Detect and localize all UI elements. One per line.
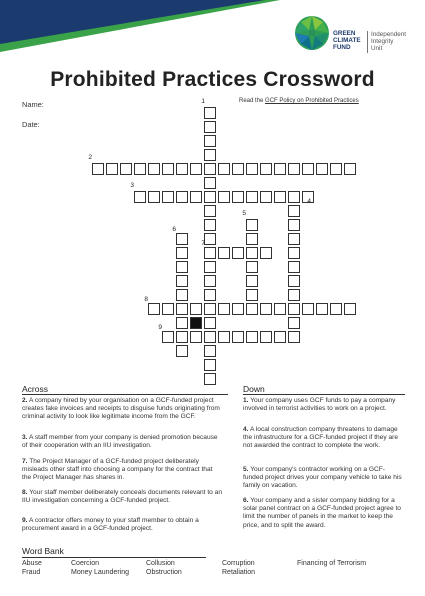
crossword-cell[interactable] bbox=[204, 303, 216, 315]
crossword-cell[interactable] bbox=[204, 191, 216, 203]
crossword-cell[interactable] bbox=[288, 233, 300, 245]
word-bank-rule bbox=[22, 557, 206, 558]
crossword-cell[interactable] bbox=[260, 247, 272, 259]
word-bank-item: Corruption bbox=[222, 560, 255, 567]
across-clue-7: 7. The Project Manager of a GCF-funded project deliberately misleads other staff into choosing a company for the contract that the Project Manager has shares in. bbox=[22, 458, 213, 482]
clue-number-2: 2 bbox=[88, 154, 92, 161]
logo-org-line1: GREEN bbox=[333, 30, 356, 37]
crossword-cell[interactable] bbox=[204, 219, 216, 231]
crossword-cell[interactable] bbox=[246, 163, 258, 175]
word-bank-item: Fraud bbox=[22, 569, 41, 576]
read-policy-text bbox=[239, 98, 359, 104]
across-rule bbox=[22, 394, 228, 395]
clue-number-3: 3 bbox=[130, 182, 134, 189]
crossword-cell[interactable] bbox=[204, 107, 216, 119]
crossword-cell[interactable] bbox=[218, 191, 230, 203]
clue-number-9: 9 bbox=[158, 324, 162, 331]
logo-divider bbox=[367, 31, 368, 53]
crossword-cell[interactable] bbox=[288, 261, 300, 273]
crossword-cell[interactable] bbox=[162, 303, 174, 315]
crossword-cell[interactable] bbox=[246, 261, 258, 273]
crossword-cell[interactable] bbox=[260, 331, 272, 343]
crossword-cell[interactable] bbox=[288, 317, 300, 329]
crossword-cell[interactable] bbox=[162, 331, 174, 343]
crossword-cell[interactable] bbox=[288, 289, 300, 301]
crossword-cell[interactable] bbox=[176, 303, 188, 315]
logo-unit-line2: Integrity bbox=[371, 38, 394, 45]
crossword-cell[interactable] bbox=[232, 331, 244, 343]
crossword-cell[interactable] bbox=[218, 163, 230, 175]
crossword-cell[interactable] bbox=[162, 191, 174, 203]
word-bank-item: Retaliation bbox=[222, 569, 256, 576]
crossword-cell[interactable] bbox=[204, 261, 216, 273]
crossword-cell[interactable] bbox=[302, 303, 314, 315]
across-clue-9: 9. A contractor offers money to your staff member to obtain a procurement award in a GCF-funded project. bbox=[22, 517, 199, 533]
down-rule bbox=[243, 394, 405, 395]
crossword-cell[interactable] bbox=[288, 219, 300, 231]
crossword-cell[interactable] bbox=[288, 303, 300, 315]
logo-org-line2: CLIMATE bbox=[333, 37, 361, 44]
logo-unit-line1: Independent bbox=[371, 31, 407, 38]
word-bank-item: Collusion bbox=[146, 560, 175, 567]
crossword-cell[interactable] bbox=[344, 303, 356, 315]
clue-number-7: 7 bbox=[201, 240, 205, 247]
crossword-cell[interactable] bbox=[274, 191, 286, 203]
crossword-cell[interactable] bbox=[176, 261, 188, 273]
crossword-cell[interactable] bbox=[204, 289, 216, 301]
crossword-cell[interactable] bbox=[92, 163, 104, 175]
crossword-cell[interactable] bbox=[204, 149, 216, 161]
crossword-cell[interactable] bbox=[204, 373, 216, 385]
down-clue-1: 1. Your company uses GCF funds to pay a company involved in terrorist activities to work on a project. bbox=[243, 397, 396, 413]
crossword-cell[interactable] bbox=[260, 303, 272, 315]
crossword-cell[interactable] bbox=[204, 233, 216, 245]
crossword-cell[interactable] bbox=[204, 317, 216, 329]
crossword-cell[interactable] bbox=[204, 275, 216, 287]
word-bank-item: Money Laundering bbox=[71, 569, 129, 576]
crossword-cell[interactable] bbox=[232, 247, 244, 259]
crossword-cell[interactable] bbox=[176, 247, 188, 259]
clue-number-1: 1 bbox=[201, 98, 205, 105]
crossword-cell[interactable] bbox=[302, 163, 314, 175]
crossword-cell[interactable] bbox=[288, 163, 300, 175]
crossword-cell[interactable] bbox=[176, 233, 188, 245]
crossword-cell[interactable] bbox=[176, 275, 188, 287]
crossword-cell[interactable] bbox=[134, 163, 146, 175]
crossword-cell[interactable] bbox=[162, 163, 174, 175]
crossword-cell[interactable] bbox=[190, 163, 202, 175]
crossword-cell[interactable] bbox=[148, 191, 160, 203]
crossword-cell[interactable] bbox=[316, 303, 328, 315]
crossword-cell[interactable] bbox=[260, 191, 272, 203]
across-heading: Across bbox=[22, 384, 48, 394]
crossword-cell[interactable] bbox=[288, 247, 300, 259]
crossword-cell[interactable] bbox=[246, 219, 258, 231]
crossword-cell[interactable] bbox=[204, 359, 216, 371]
crossword-cell[interactable] bbox=[218, 331, 230, 343]
crossword-cell[interactable] bbox=[176, 317, 188, 329]
date-label: Date: bbox=[22, 120, 40, 129]
word-bank-item: Abuse bbox=[22, 560, 42, 567]
crossword-cell[interactable] bbox=[120, 163, 132, 175]
read-policy-prefix: Read the bbox=[239, 98, 264, 104]
policy-link[interactable]: GCF Policy on Prohibited Practices bbox=[265, 98, 359, 104]
crossword-cell[interactable] bbox=[218, 247, 230, 259]
crossword-cell[interactable] bbox=[316, 163, 328, 175]
crossword-cell[interactable] bbox=[176, 289, 188, 301]
crossword-cell[interactable] bbox=[288, 205, 300, 217]
crossword-cell[interactable] bbox=[176, 163, 188, 175]
crossword-cell[interactable] bbox=[204, 247, 216, 259]
crossword-cell[interactable] bbox=[190, 191, 202, 203]
crossword-cell[interactable] bbox=[176, 331, 188, 343]
crossword-cell[interactable] bbox=[232, 163, 244, 175]
crossword-cell[interactable] bbox=[204, 177, 216, 189]
crossword-cell[interactable] bbox=[134, 191, 146, 203]
across-clue-3: 3. A staff member from your company is denied promotion because of their cooperation with an IIU investigation. bbox=[22, 434, 218, 450]
crossword-block-cell bbox=[190, 317, 202, 329]
crossword-cell[interactable] bbox=[232, 191, 244, 203]
crossword-cell[interactable] bbox=[190, 331, 202, 343]
crossword-cell[interactable] bbox=[246, 191, 258, 203]
page-title: Prohibited Practices Crossword bbox=[50, 68, 375, 91]
down-clue-6: 6. Your company and a sister company bidding for a solar panel contract on a GCF-funded project agree to limit the number of panels in the market to keep the price, and to split the award. bbox=[243, 497, 401, 529]
word-bank-heading: Word Bank bbox=[22, 546, 64, 556]
crossword-cell[interactable] bbox=[204, 331, 216, 343]
crossword-cell[interactable] bbox=[246, 289, 258, 301]
crossword-cell[interactable] bbox=[246, 303, 258, 315]
crossword-cell[interactable] bbox=[246, 275, 258, 287]
globe-icon bbox=[293, 14, 331, 52]
crossword-cell[interactable] bbox=[274, 163, 286, 175]
crossword-cell[interactable] bbox=[246, 233, 258, 245]
crossword-cell[interactable] bbox=[204, 121, 216, 133]
down-clue-4: 4. A local construction company threatens to damage the infrastructure for a GCF-funded project if they are not awarded the contract to complete the work. bbox=[243, 426, 399, 450]
crossword-cell[interactable] bbox=[148, 163, 160, 175]
down-heading: Down bbox=[243, 384, 265, 394]
clue-number-4: 4 bbox=[307, 198, 311, 205]
crossword-cell[interactable] bbox=[288, 331, 300, 343]
crossword-cell[interactable] bbox=[344, 163, 356, 175]
across-clue-8: 8. Your staff member deliberately conceals documents relevant to an IIU investigation concerning a GCF-funded project. bbox=[22, 489, 223, 505]
crossword-cell[interactable] bbox=[330, 303, 342, 315]
clue-number-5: 5 bbox=[242, 210, 246, 217]
logo-org-line3: FUND bbox=[333, 44, 351, 51]
crossword-cell[interactable] bbox=[274, 331, 286, 343]
crossword-cell[interactable] bbox=[330, 163, 342, 175]
word-bank-item: Obstruction bbox=[146, 569, 182, 576]
crossword-cell[interactable] bbox=[274, 303, 286, 315]
crossword-cell[interactable] bbox=[190, 303, 202, 315]
crossword-cell[interactable] bbox=[204, 205, 216, 217]
word-bank-item: Financing of Terrorism bbox=[297, 560, 367, 567]
crossword-cell[interactable] bbox=[204, 135, 216, 147]
down-clue-5: 5. Your company's contractor working on a GCF-funded project drives your company vehicle to take his family on vacation. bbox=[243, 466, 402, 490]
crossword-cell[interactable] bbox=[218, 303, 230, 315]
clue-number-6: 6 bbox=[172, 226, 176, 233]
logo-unit-line3: Unit bbox=[371, 45, 383, 52]
crossword-cell[interactable] bbox=[288, 275, 300, 287]
crossword-cell[interactable] bbox=[246, 331, 258, 343]
crossword-cell[interactable] bbox=[106, 163, 118, 175]
crossword-cell[interactable] bbox=[176, 191, 188, 203]
crossword-cell[interactable] bbox=[204, 345, 216, 357]
crossword-cell[interactable] bbox=[204, 163, 216, 175]
crossword-cell[interactable] bbox=[148, 303, 160, 315]
gcf-logo bbox=[293, 14, 423, 62]
across-clue-2: 2. A company hired by your organisation on a GCF-funded project creates fake invoices and receipts to disguise funds originating from criminal activity to look like legitimate income from the GCF. bbox=[22, 397, 220, 421]
clue-number-8: 8 bbox=[144, 296, 148, 303]
crossword-cell[interactable] bbox=[246, 247, 258, 259]
crossword-cell[interactable] bbox=[232, 303, 244, 315]
word-bank-item: Coercion bbox=[71, 560, 100, 567]
crossword-cell[interactable] bbox=[260, 163, 272, 175]
name-label: Name: bbox=[22, 100, 44, 109]
crossword-cell[interactable] bbox=[176, 345, 188, 357]
